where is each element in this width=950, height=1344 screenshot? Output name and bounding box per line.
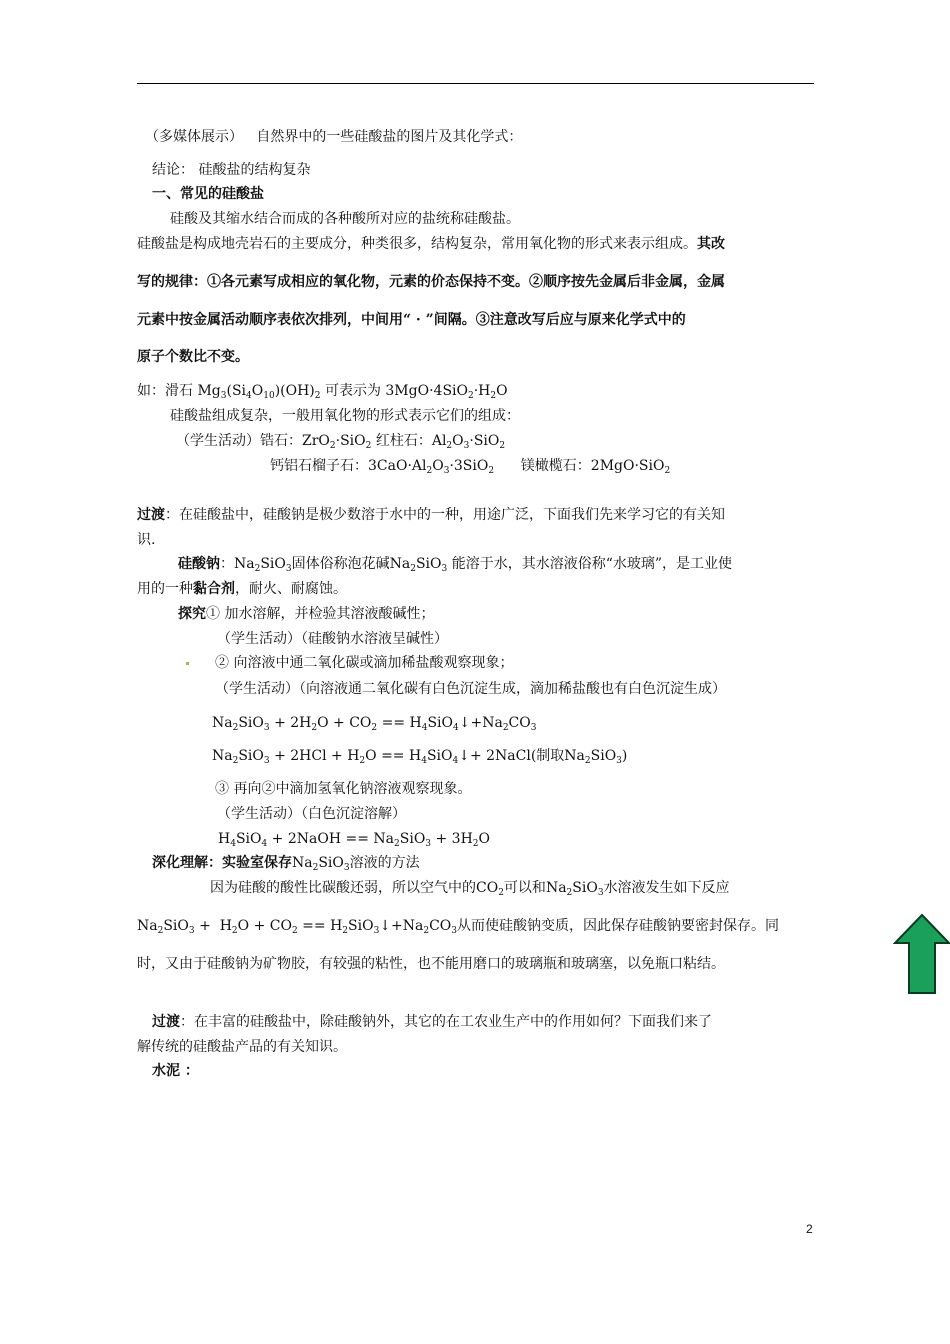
talc-example: 如：滑石 $Mg_3(Si_4O_{10})(OH)_2$ 可表示为 $3MgO\cdot 4SiO_2\cdot H_2O$ xyxy=(137,383,508,401)
silicate-paragraph: 硅酸盐是构成地壳岩石的主要成分，种类很多，结构复杂，常用氧化物的形式来表示组成。其改 xyxy=(137,236,725,252)
garnet-olivine-line: 钙铝石榴子石：$3CaO\cdot Al_2O_3\cdot 3SiO_2$ 镁橄榄石：2MgO·SiO$_2$ xyxy=(270,458,671,476)
header-rule xyxy=(137,83,814,84)
conclusion: 结论： 硅酸盐的结构复杂 xyxy=(152,162,311,178)
equation-co2: $Na_2SiO_3 + 2H_2O + CO_2$ == $H_4SiO_4↓+Na_2CO_3$ xyxy=(212,715,537,733)
student-activity-3: （学生活动）（向溶液通二氧化碳有白色沉淀生成，滴加稀盐酸也有白色沉淀生成） xyxy=(215,681,726,697)
rewrite-rule-line2: 写的规律：①各元素写成相应的氧化物，元素的价态保持不变。②顺序按先金属后非金属，金属 xyxy=(137,274,725,290)
transition-2-cont: 解传统的硅酸盐产品的有关知识。 xyxy=(137,1039,347,1055)
artifact-dot xyxy=(186,662,189,665)
sodium-silicate-intro: 硅酸钠：$Na_2SiO_3$固体俗称泡花碱$Na_2SiO_3$ 能溶于水，其水溶液俗称“水玻璃”，是工业使 xyxy=(178,556,733,574)
zircon-andalusite-line: （学生活动）锆石：ZrO$_2$·SiO$_2$ 红柱石：$Al_2O_3\cdot SiO_2$ xyxy=(176,433,506,451)
deepen-para-line3: 时，又由于硅酸钠为矿物胶，有较强的粘性，也不能用磨口的玻璃瓶和玻璃塞，以免瓶口粘结。 xyxy=(137,956,725,972)
transition-2: 过渡：在丰富的硅酸盐中，除硅酸钠外，其它的在工农业生产中的作用如何？下面我们来了 xyxy=(152,1014,712,1030)
equation-naoh: $H_4SiO_4$ + 2NaOH == $Na_2SiO_3 + 3H_2O$ xyxy=(218,831,490,849)
silicate-composition-note: 硅酸盐组成复杂，一般用氧化物的形式表示它们的组成： xyxy=(170,408,520,424)
student-activity-2: （学生活动）（硅酸钠水溶液呈碱性） xyxy=(217,631,448,647)
multimedia-line xyxy=(145,127,522,147)
transition-1-cont: 识. xyxy=(137,532,156,548)
sodium-silicate-cont: 用的一种黏合剂，耐火、耐腐蚀。 xyxy=(137,581,347,597)
page-number: 2 xyxy=(806,1222,813,1236)
deepen-para-line1: 因为硅酸的酸性比碳酸还弱，所以空气中的$CO_2$可以和$Na_2SiO_3$水溶液发生如下反应 xyxy=(210,880,730,898)
explore-step-1: 探究① 加水溶解，并检验其溶液酸碱性； xyxy=(178,606,435,622)
up-arrow-icon[interactable] xyxy=(893,913,950,995)
student-activity-4: （学生活动）（白色沉淀溶解） xyxy=(217,806,406,822)
silicate-definition: 硅酸及其缩水结合而成的各种酸所对应的盐统称硅酸盐。 xyxy=(170,211,520,227)
explore-step-2: ② 向溶液中通二氧化碳或滴加稀盐酸观察现象； xyxy=(215,655,514,671)
deepen-heading: 深化理解：实验室保存$Na_2SiO_3$溶液的方法 xyxy=(152,855,420,873)
explore-step-3: ③ 再向②中滴加氢氧化钠溶液观察现象。 xyxy=(215,781,472,797)
deepen-para-line2: $Na_2SiO_3 + H_2O + CO_2$ == $H_2SiO_3↓+Na_2CO_3$从而使硅酸钠变质，因此保存硅酸钠要密封保存。同 xyxy=(137,918,780,936)
section-heading-common-silicates: 一、常见的硅酸盐 xyxy=(152,186,264,202)
multimedia-label: （多媒体展示） xyxy=(145,129,243,145)
multimedia-text: 自然界中的一些硅酸盐的图片及其化学式： xyxy=(256,129,523,145)
rewrite-rule-line3: 元素中按金属活动顺序表依次排列，中间用“ · ”间隔。③注意改写后应与原来化学式中的 xyxy=(137,312,686,328)
rewrite-rule-line4: 原子个数比不变。 xyxy=(137,349,249,365)
cement-heading: 水泥 ： xyxy=(152,1063,199,1079)
equation-hcl: $Na_2SiO_3 + 2HCl + H_2O$ == $H_4SiO_4↓+$ 2NaCl(制取$Na_2SiO_3$) xyxy=(212,748,628,766)
transition-1: 过渡：在硅酸盐中，硅酸钠是极少数溶于水中的一种，用途广泛，下面我们先来学习它的有关知 xyxy=(137,507,725,523)
